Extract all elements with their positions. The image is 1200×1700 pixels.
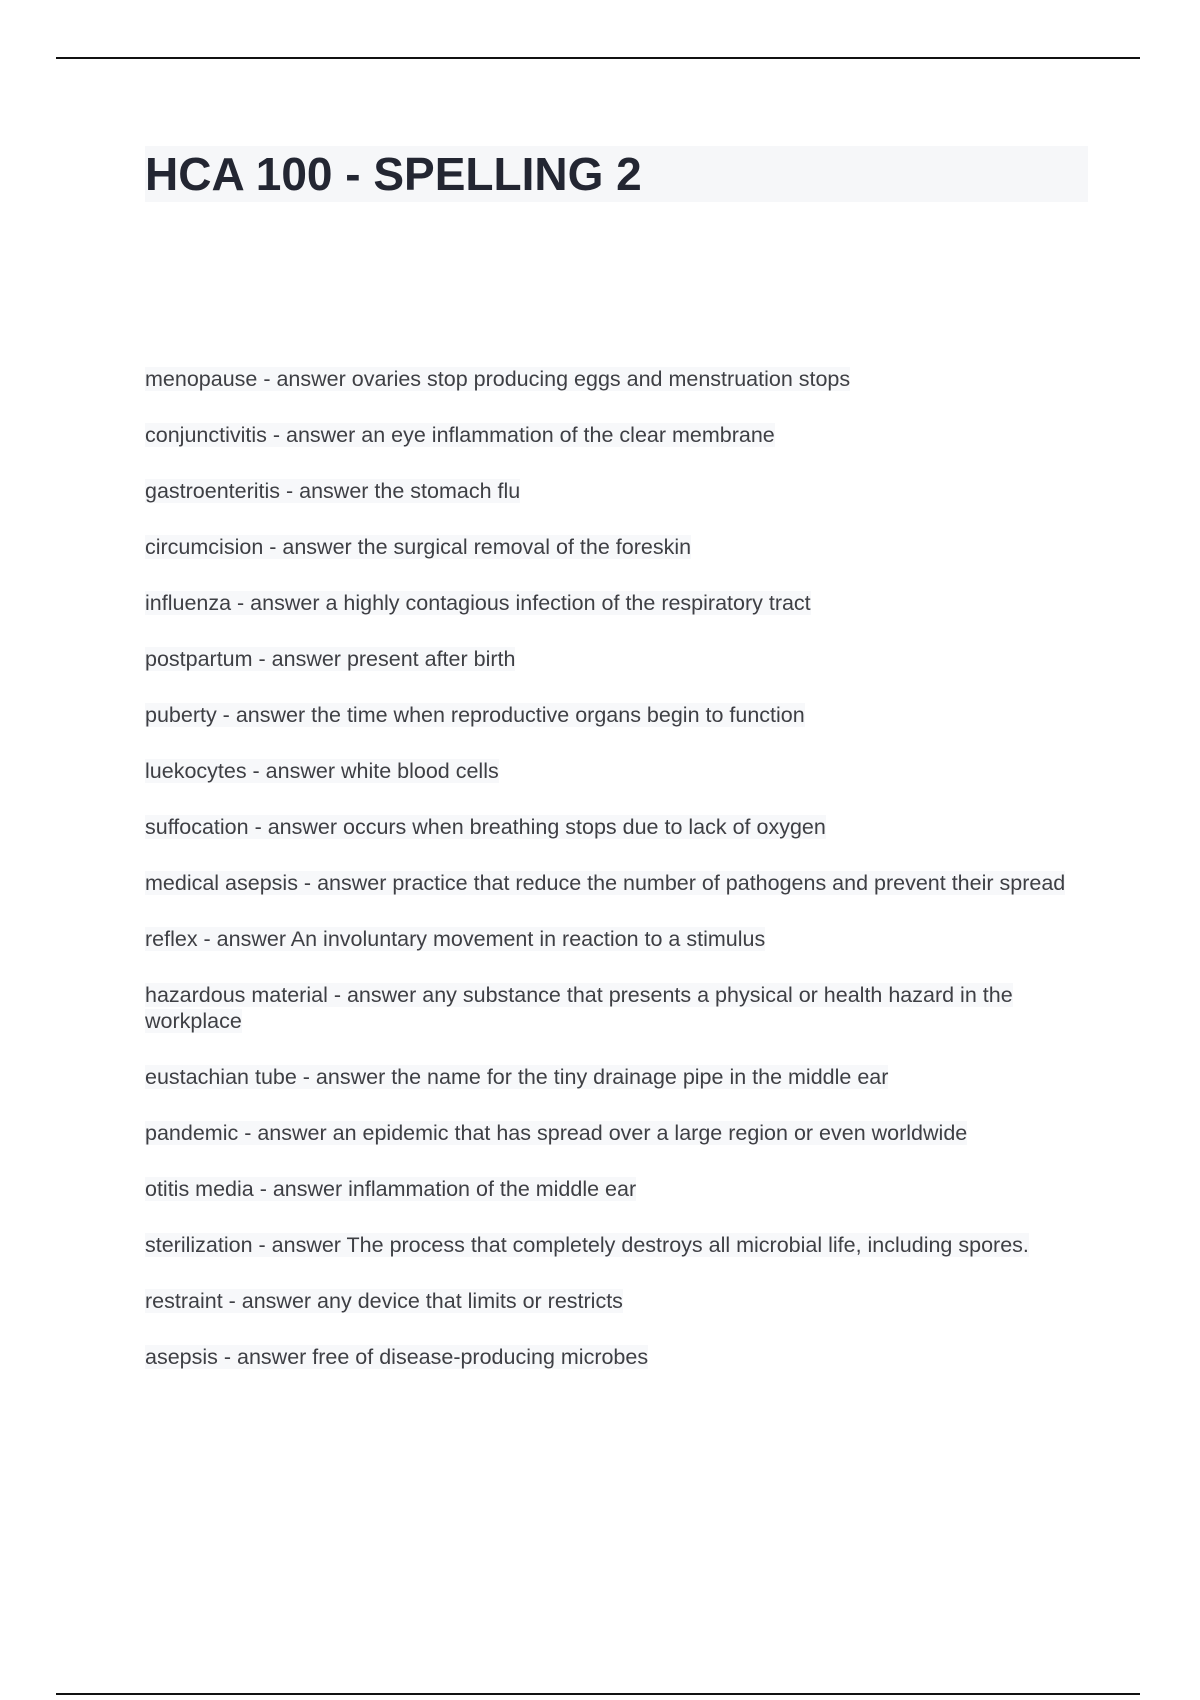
entry-text: puberty - answer the time when reproductive organs begin to function — [145, 703, 805, 727]
list-item — [145, 422, 1090, 448]
entry-text: circumcision - answer the surgical removal of the foreskin — [145, 535, 692, 559]
entry-text: menopause - answer ovaries stop producing eggs and menstruation stops — [145, 367, 851, 391]
list-item — [145, 1232, 1090, 1258]
header-rule — [56, 57, 1140, 59]
entry-text: postpartum - answer present after birth — [145, 647, 516, 671]
list-item — [145, 814, 1090, 840]
list-item — [145, 982, 1090, 1034]
list-item — [145, 1120, 1090, 1146]
entry-text: otitis media - answer inflammation of the middle ear — [145, 1177, 637, 1201]
list-item — [145, 366, 1090, 392]
list-item — [145, 590, 1090, 616]
entry-text: luekocytes - answer white blood cells — [145, 759, 499, 783]
list-item — [145, 926, 1090, 952]
page-title: HCA 100 - SPELLING 2 — [145, 146, 1088, 202]
list-item — [145, 478, 1090, 504]
list-item — [145, 758, 1090, 784]
entry-text: suffocation - answer occurs when breathing stops due to lack of oxygen — [145, 815, 826, 839]
entry-text: pandemic - answer an epidemic that has spread over a large region or even worldwide — [145, 1121, 968, 1145]
entry-list — [145, 366, 1090, 1400]
entry-text: conjunctivitis - answer an eye inflammation of the clear membrane — [145, 423, 775, 447]
list-item — [145, 534, 1090, 560]
list-item — [145, 1344, 1090, 1370]
entry-text: gastroenteritis - answer the stomach flu — [145, 479, 521, 503]
entry-text: reflex - answer An involuntary movement in reaction to a stimulus — [145, 927, 766, 951]
list-item — [145, 646, 1090, 672]
entry-text: restraint - answer any device that limits or restricts — [145, 1289, 623, 1313]
entry-text: medical asepsis - answer practice that reduce the number of pathogens and prevent their spread — [145, 871, 1066, 895]
entry-text: influenza - answer a highly contagious infection of the respiratory tract — [145, 591, 811, 615]
entry-text: sterilization - answer The process that completely destroys all microbial life, including spores. — [145, 1233, 1029, 1257]
entry-text: hazardous material - answer any substance that presents a physical or health hazard in the workplace — [145, 983, 1013, 1033]
list-item — [145, 870, 1090, 896]
list-item — [145, 1288, 1090, 1314]
entry-text: asepsis - answer free of disease-producing microbes — [145, 1345, 649, 1369]
entry-text: eustachian tube - answer the name for the tiny drainage pipe in the middle ear — [145, 1065, 889, 1089]
list-item — [145, 1064, 1090, 1090]
list-item — [145, 702, 1090, 728]
list-item — [145, 1176, 1090, 1202]
footer-rule — [56, 1693, 1140, 1695]
